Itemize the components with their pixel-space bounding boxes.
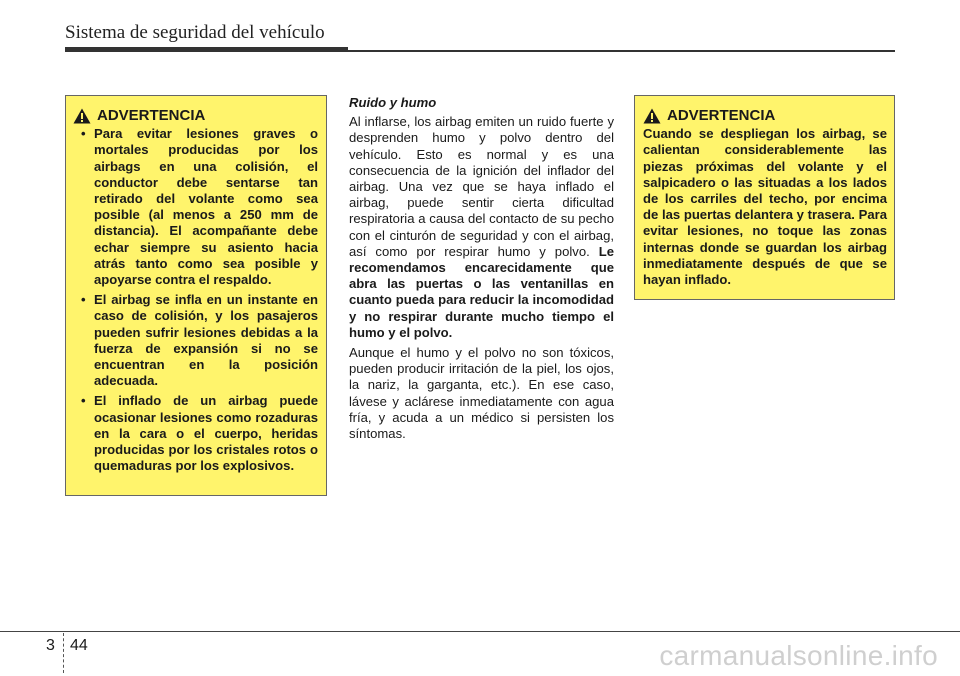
warning-title-text: ADVERTENCIA	[667, 107, 776, 124]
page-header-title: Sistema de seguridad del vehículo	[65, 22, 325, 43]
section-number: 3	[46, 637, 55, 654]
left-warning-title	[73, 108, 318, 124]
paragraph-1-bold: Le recomendamos encarecidamente que abra las puertas o las ventanillas en cuanto pueda para reducir la incomodidad y no respirar durante mucho tiempo el humo y el polvo.	[349, 243, 614, 340]
watermark: carmanualsonline.info	[659, 640, 938, 671]
warning-triangle-icon	[643, 108, 661, 124]
paragraph-2: Aunque el humo y el polvo no son tóxicos, pueden producir irritación de la piel, los ojos, la nariz, la garganta, etc.). En ese caso, lávese y aclárese inmediatamente con agua fría, y acuda a un médico si persisten los síntomas.	[349, 345, 614, 442]
header-rule-thin	[348, 50, 895, 52]
footer-divider	[63, 633, 64, 673]
right-warning-text: Cuando se despliegan los airbag, se calientan considerablemente las piezas próximas del volante y el salpicadero o las situadas a los lados de los carriles del techo, por encima de las puertas delantera y trasera. Para evitar lesiones, no toque las zonas internas donde se guardan los airbag inmediatamente después de que se hayan inflado.	[643, 126, 887, 288]
left-warning-box	[65, 95, 327, 496]
middle-column	[349, 95, 614, 446]
header-rule-thick	[65, 47, 348, 52]
page-number: 44	[70, 637, 88, 654]
right-warning-title	[643, 108, 887, 124]
warning-item: • El airbag se infla en un instante en caso de colisión, y los pasajeros pueden sufrir lesiones debidas a la fuerza de expansión si no se encuentran en la posición adecuada.	[73, 292, 318, 389]
paragraph-1-text: Al inflarse, los airbag emiten un ruido fuerte y desprenden humo y polvo dentro del vehículo. Esto es normal y es una consecuencia de la ignición del inflador del airbag. Una vez que se haya inflado el airbag, puede sentir cierta dificultad respiratoria a causa del contacto de su pecho con el cinturón de seguridad y con el airbag, así como por respirar humo y polvo.	[349, 114, 614, 259]
warning-list	[73, 126, 318, 474]
warning-item: • El inflado de un airbag puede ocasionar lesiones como rozaduras en la cara o el cuerpo, heridas producidas por los cristales rotos o quemaduras por los explosivos.	[73, 393, 318, 474]
paragraph-1	[349, 114, 614, 341]
footer-rule	[0, 631, 960, 632]
warning-title-text: ADVERTENCIA	[97, 107, 206, 124]
warning-triangle-icon	[73, 108, 91, 124]
warning-item: • Para evitar lesiones graves o mortales producidas por los airbags en una colisión, el conductor debe sentarse tan retirado del volante como sea posible (al menos a 250 mm de distancia). El acompañante debe echar siempre su asiento hacia atrás tanto como sea posible y apoyarse contra el respaldo.	[73, 126, 318, 288]
section-heading: Ruido y humo	[349, 95, 437, 110]
right-warning-box	[634, 95, 895, 300]
